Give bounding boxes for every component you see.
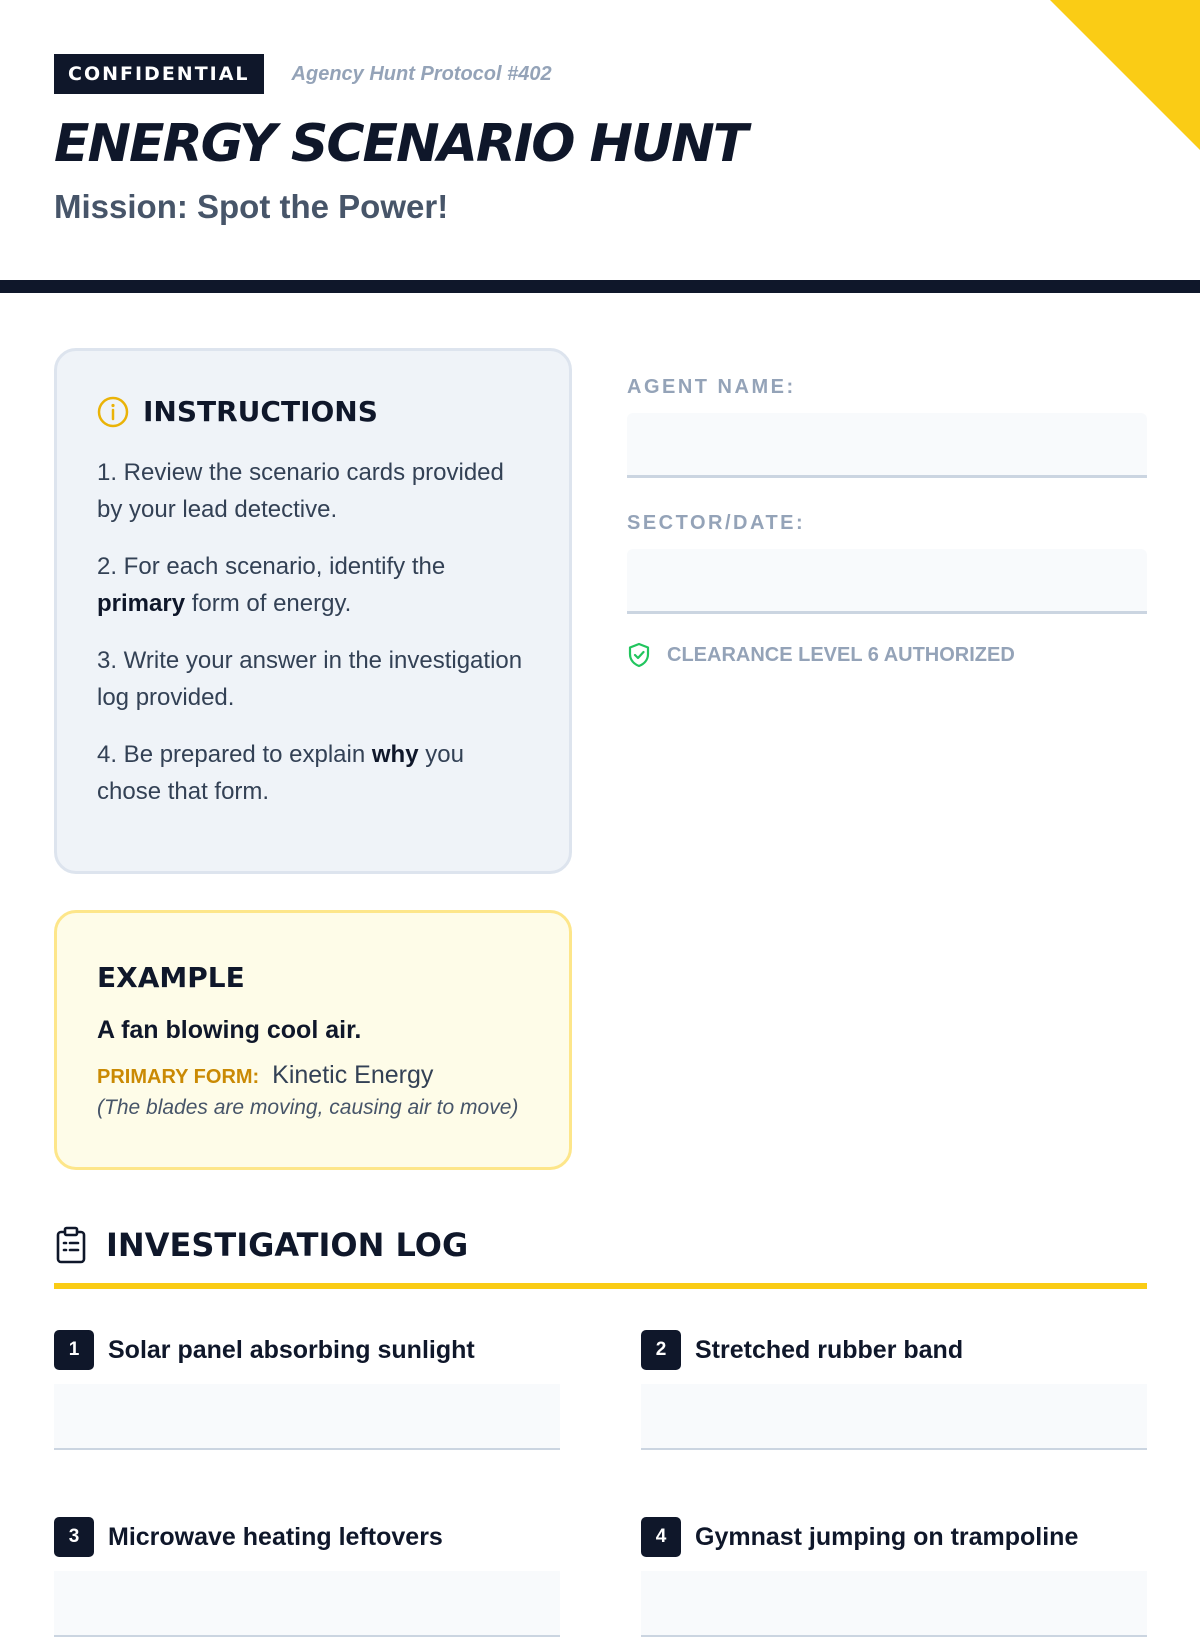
sector-date-label: SECTOR/DATE:	[627, 512, 806, 534]
header-divider	[0, 280, 1200, 293]
confidential-badge: CONFIDENTIAL	[54, 54, 264, 94]
instruction-step-2	[97, 548, 529, 622]
clearance-text: CLEARANCE LEVEL 6 AUTHORIZED	[667, 643, 1015, 666]
log-item-header	[54, 1330, 560, 1370]
step-2-text-end: form of energy.	[185, 590, 352, 617]
example-scenario: A fan blowing cool air.	[97, 1016, 362, 1044]
item-number-badge: 4	[641, 1517, 681, 1557]
item-number-badge: 1	[54, 1330, 94, 1370]
corner-accent	[1050, 0, 1200, 150]
instruction-step-4	[97, 736, 529, 810]
log-item-header	[641, 1517, 1147, 1557]
instructions-title: INSTRUCTIONS	[143, 395, 378, 428]
instruction-step-3: 3. Write your answer in the investigation log provided.	[97, 647, 523, 711]
instructions-card	[54, 348, 572, 874]
agent-name-label: AGENT NAME:	[627, 376, 796, 398]
shield-check-icon	[627, 642, 651, 668]
log-item-1	[54, 1330, 560, 1450]
instructions-heading	[97, 395, 529, 428]
clipboard-icon	[54, 1226, 88, 1264]
answer-field[interactable]	[641, 1571, 1147, 1637]
agent-name-field[interactable]	[627, 413, 1147, 478]
log-item-4	[641, 1517, 1147, 1637]
log-item-2	[641, 1330, 1147, 1450]
answer-field[interactable]	[54, 1571, 560, 1637]
info-icon	[97, 396, 129, 428]
log-item-header	[54, 1517, 560, 1557]
protocol-label: Agency Hunt Protocol #402	[291, 62, 552, 85]
example-card	[54, 910, 572, 1170]
step-2-emphasis: primary	[97, 590, 186, 617]
investigation-log-heading	[54, 1226, 1147, 1264]
scenario-label: Stretched rubber band	[695, 1335, 964, 1364]
step-4-text-end: you chose that form.	[97, 741, 464, 805]
header-meta	[54, 54, 1054, 94]
answer-field[interactable]	[54, 1384, 560, 1450]
page-title: ENERGY SCENARIO HUNT	[54, 114, 747, 174]
answer-field[interactable]	[641, 1384, 1147, 1450]
example-note: (The blades are moving, causing air to move)	[97, 1096, 519, 1119]
step-4-emphasis: why	[371, 741, 419, 768]
item-number-badge: 3	[54, 1517, 94, 1557]
investigation-log-title: INVESTIGATION LOG	[106, 1226, 469, 1264]
item-number-badge: 2	[641, 1330, 681, 1370]
example-form	[97, 1061, 529, 1090]
page-header	[54, 54, 1054, 226]
scenario-label: Gymnast jumping on trampoline	[695, 1522, 1079, 1551]
clearance-status	[627, 642, 1147, 668]
agent-fields	[627, 376, 1147, 668]
page-subtitle: Mission: Spot the Power!	[54, 188, 449, 225]
example-title: EXAMPLE	[97, 961, 245, 994]
step-2-text-start: 2. For each scenario, identify the	[97, 553, 446, 580]
instructions-list	[97, 454, 529, 810]
primary-form-label: PRIMARY FORM:	[97, 1066, 260, 1088]
instruction-step-1: 1. Review the scenario cards provided by your lead detective.	[97, 459, 504, 523]
log-item-header	[641, 1330, 1147, 1370]
scenario-label: Microwave heating leftovers	[108, 1522, 443, 1551]
scenario-label: Solar panel absorbing sunlight	[108, 1335, 475, 1364]
primary-form-value: Kinetic Energy	[272, 1061, 434, 1089]
log-divider	[54, 1283, 1147, 1289]
step-4-text-start: 4. Be prepared to explain	[97, 741, 372, 768]
sector-date-field[interactable]	[627, 549, 1147, 614]
log-item-3	[54, 1517, 560, 1637]
